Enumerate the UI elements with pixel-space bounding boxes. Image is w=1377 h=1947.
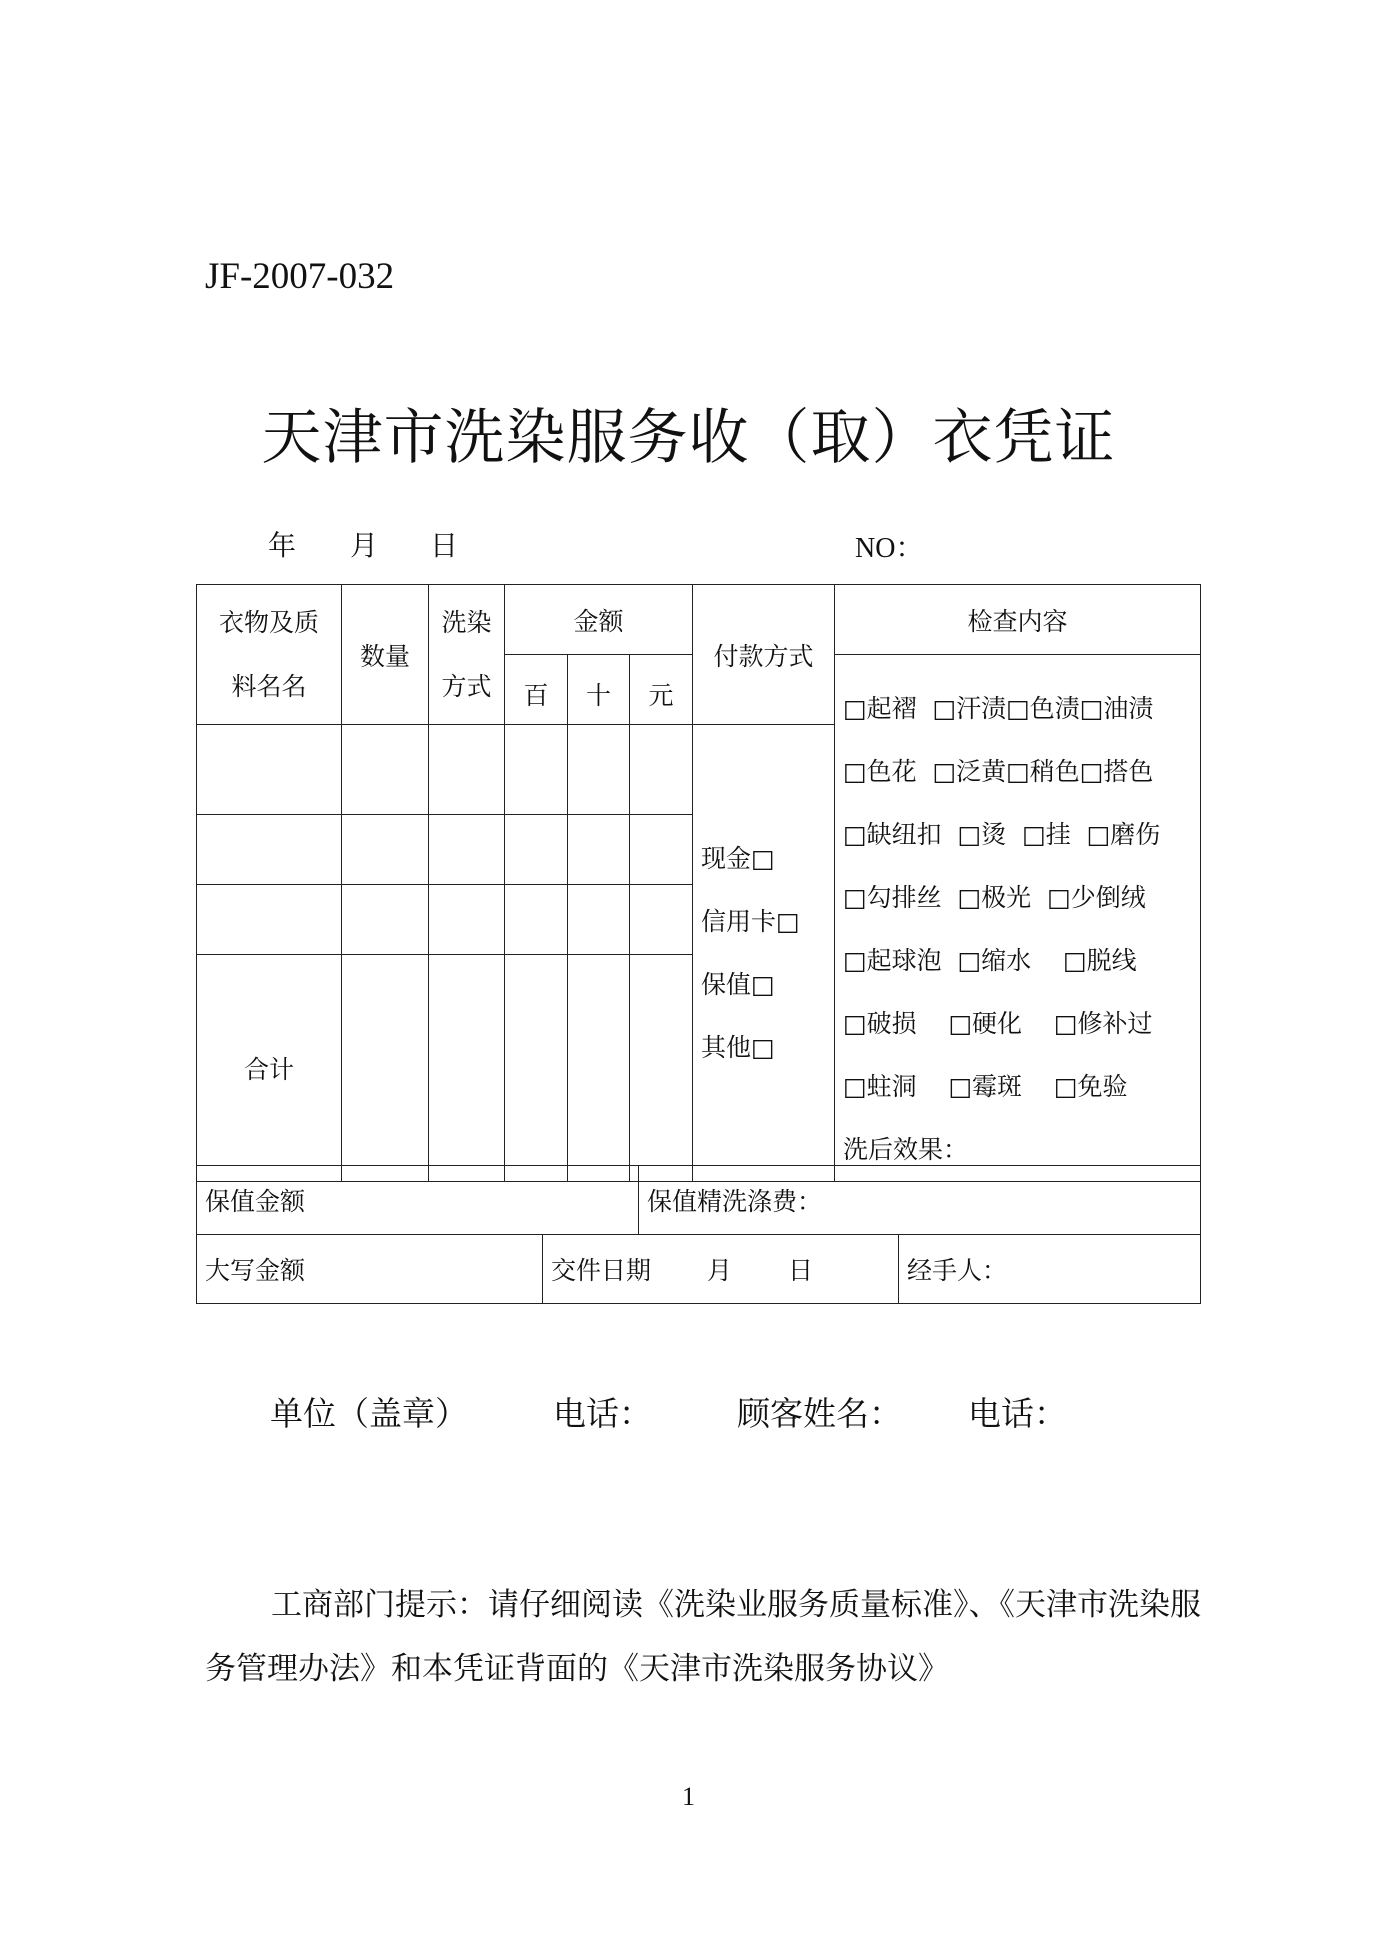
inspection-row — [843, 929, 1200, 992]
tens-cell[interactable] — [568, 815, 630, 885]
check-exempt: □免验 — [1053, 1072, 1128, 1101]
check-pile-loss: □少倒绒 — [1047, 883, 1146, 912]
payment-cash[interactable]: 现金□ — [701, 844, 775, 873]
header-item-name-line2: 料名名 — [231, 671, 307, 701]
notice-text: 工商部门提示：请仔细阅读《洗染业服务质量标准》、《天津市洗染服务管理办法》和本凭证背面的《天津市洗染服务协议》 — [205, 1587, 1201, 1687]
check-pilling: □起球泡 — [843, 946, 942, 975]
check-burn: □烫 — [957, 820, 1007, 849]
total-method-cell[interactable] — [429, 955, 505, 1182]
check-wear: □磨伤 — [1086, 820, 1161, 849]
customer-phone-label: 电话： — [968, 1394, 1067, 1433]
check-repaired: □修补过 — [1053, 1009, 1153, 1038]
check-color-spot: □色花 — [843, 757, 917, 786]
item-name-cell[interactable] — [197, 885, 342, 955]
header-payment: 付款方式 — [693, 585, 835, 725]
page-title: 天津市洗染服务收（取）衣凭证 — [261, 403, 1116, 473]
total-hundreds-cell[interactable] — [505, 955, 568, 1182]
payment-credit-card[interactable]: 信用卡□ — [701, 907, 800, 936]
date-year-label: 年 — [268, 529, 297, 562]
header-quantity: 数量 — [342, 585, 429, 725]
total-label: 合计 — [197, 955, 342, 1182]
total-quantity-cell[interactable] — [342, 955, 429, 1182]
check-shrink: □缩水 — [957, 946, 1032, 975]
receipt-number-label: NO： — [855, 533, 924, 564]
header-yuan: 元 — [630, 655, 693, 725]
inspection-row — [843, 677, 1200, 740]
document-code: JF-2007-032 — [205, 256, 395, 297]
date-day-label: 日 — [430, 529, 459, 562]
header-item-name-line1: 衣物及质 — [218, 607, 319, 637]
inspection-checklist — [835, 655, 1201, 1182]
inspection-row — [843, 1055, 1200, 1118]
capital-amount-label: 大写金额 — [197, 1235, 543, 1304]
header-tens: 十 — [568, 655, 630, 725]
delivery-date-label: 交件日期 — [551, 1256, 652, 1285]
check-shine: □极光 — [957, 883, 1032, 912]
check-snag: □挂 — [1022, 820, 1071, 849]
method-cell[interactable] — [429, 885, 505, 955]
item-name-cell[interactable] — [197, 815, 342, 885]
method-cell[interactable] — [429, 815, 505, 885]
check-stains: □汗渍□色渍□油渍 — [932, 694, 1154, 723]
check-pulled-thread: □勾排丝 — [843, 883, 942, 912]
total-tens-cell[interactable] — [568, 955, 630, 1182]
wash-result: 洗后效果： — [843, 1135, 969, 1164]
header-method-line2: 方式 — [441, 671, 492, 701]
delivery-month-label: 月 — [707, 1256, 733, 1285]
payment-other[interactable]: 其他□ — [701, 1033, 775, 1062]
insured-amount-label: 保值金额 — [197, 1166, 639, 1235]
inspection-row — [843, 740, 1200, 803]
payment-options — [693, 725, 835, 1182]
yuan-cell[interactable] — [630, 885, 693, 955]
insured-row — [196, 1165, 1201, 1235]
method-cell[interactable] — [429, 725, 505, 815]
check-moth-hole: □蛀洞 — [843, 1072, 917, 1101]
inspection-row — [843, 866, 1200, 929]
yuan-cell[interactable] — [630, 815, 693, 885]
quantity-cell[interactable] — [342, 725, 429, 815]
check-missing-button: □缺纽扣 — [843, 820, 942, 849]
hundreds-cell[interactable] — [505, 725, 568, 815]
check-wrinkle: □起褶 — [843, 694, 917, 723]
hundreds-cell[interactable] — [505, 885, 568, 955]
delivery-row — [196, 1234, 1201, 1304]
check-mildew: □霉斑 — [948, 1072, 1023, 1101]
hundreds-cell[interactable] — [505, 815, 568, 885]
delivery-day-label: 日 — [788, 1256, 814, 1285]
tens-cell[interactable] — [568, 885, 630, 955]
inspection-row — [843, 803, 1200, 866]
check-yellowing: □泛黄□稍色□搭色 — [932, 757, 1154, 786]
header-hundreds: 百 — [505, 655, 568, 725]
delivery-date — [543, 1235, 899, 1304]
item-name-cell[interactable] — [197, 725, 342, 815]
page-number: 1 — [682, 1782, 695, 1811]
insured-fee-label: 保值精洗涤费： — [639, 1166, 1201, 1235]
header-method-line1: 洗染 — [441, 607, 492, 637]
check-unravel: □脱线 — [1062, 946, 1137, 975]
total-yuan-cell[interactable] — [630, 955, 693, 1182]
header-item-name — [197, 585, 342, 725]
handler-label: 经手人： — [899, 1235, 1201, 1304]
customer-name-label: 顾客姓名： — [737, 1394, 902, 1433]
check-damage: □破损 — [843, 1009, 917, 1038]
tens-cell[interactable] — [568, 725, 630, 815]
receipt-table — [196, 584, 1201, 1182]
check-hardened: □硬化 — [948, 1009, 1023, 1038]
unit-phone-label: 电话： — [553, 1394, 652, 1433]
yuan-cell[interactable] — [630, 725, 693, 815]
unit-stamp-label: 单位（盖章） — [270, 1394, 468, 1433]
date-month-label: 月 — [350, 529, 379, 562]
payment-insured[interactable]: 保值□ — [701, 970, 775, 999]
header-method — [429, 585, 505, 725]
inspection-row — [843, 992, 1200, 1055]
quantity-cell[interactable] — [342, 885, 429, 955]
quantity-cell[interactable] — [342, 815, 429, 885]
header-amount: 金额 — [505, 585, 693, 655]
header-inspection: 检查内容 — [835, 585, 1201, 655]
